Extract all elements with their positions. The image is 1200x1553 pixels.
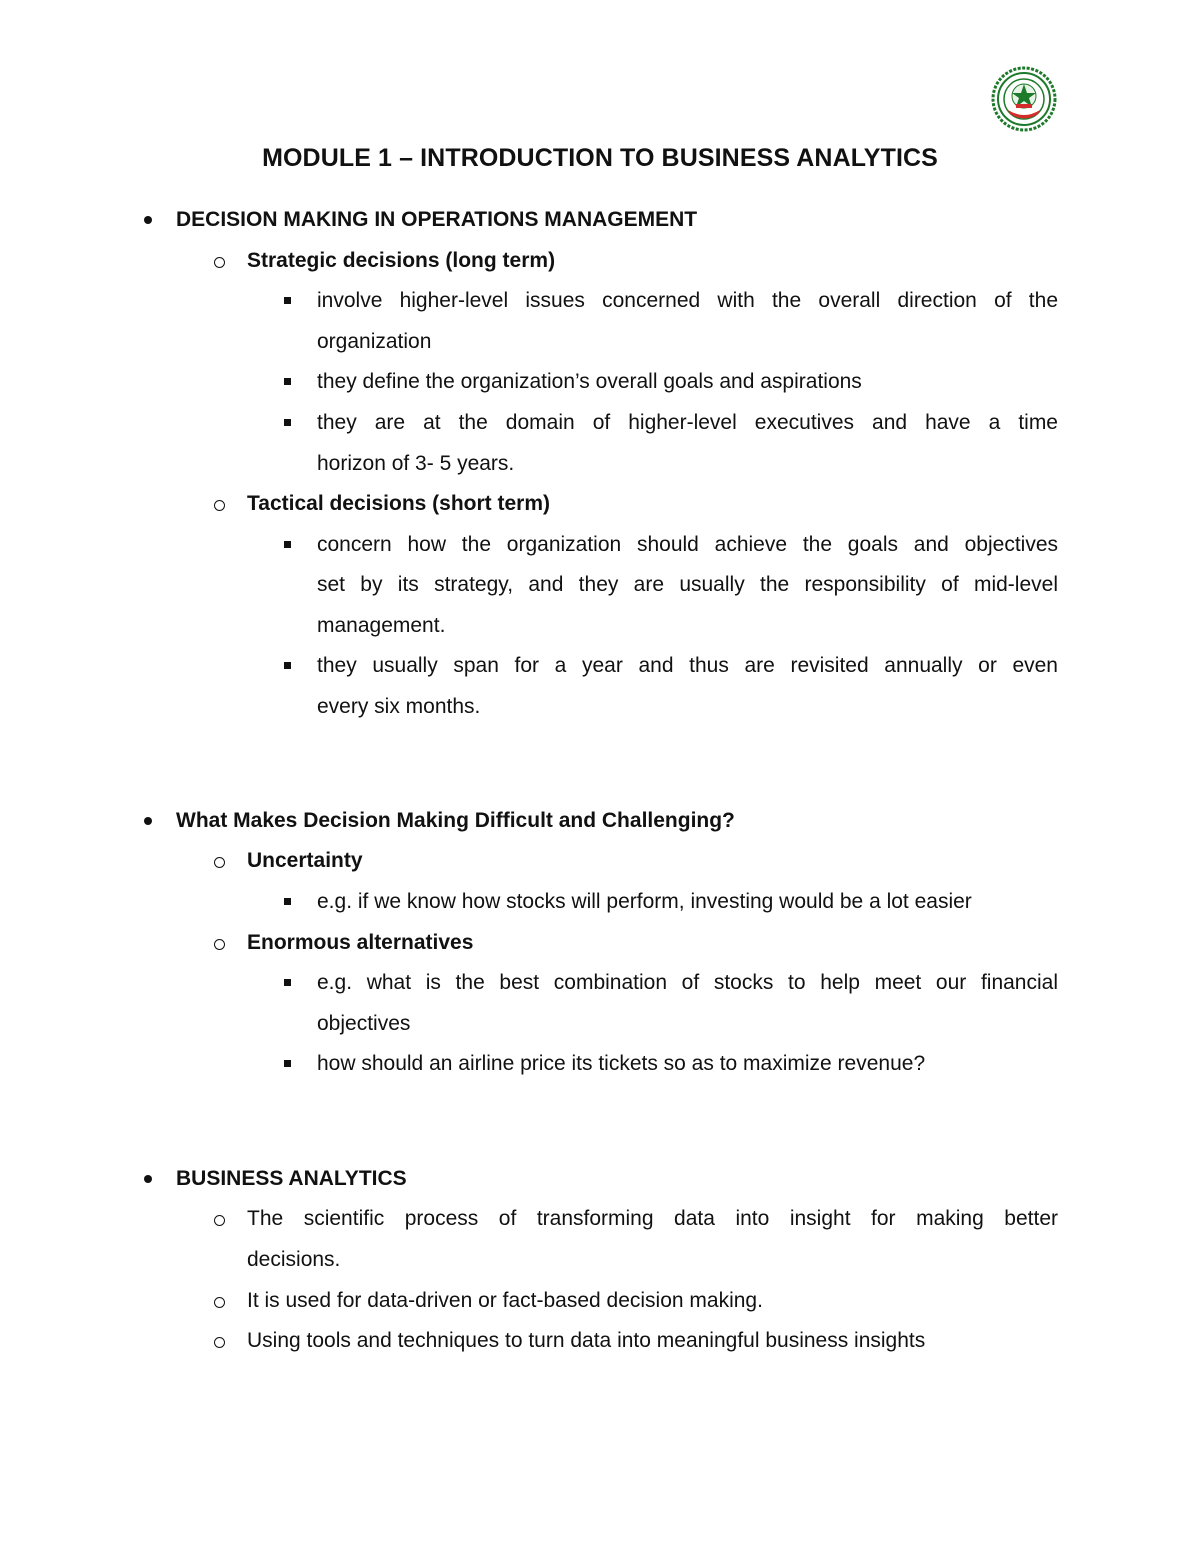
subsection-label: Enormous alternatives xyxy=(247,931,474,954)
bullet-square-icon xyxy=(284,297,291,304)
bullet-square-icon xyxy=(284,541,291,548)
bullet-disc-icon xyxy=(144,1175,152,1183)
section-heading: DECISION MAKING IN OPERATIONS MANAGEMENT xyxy=(176,208,698,231)
list-item-line: they are at the domain of higher-level executives and have a time xyxy=(317,411,1058,434)
section-heading: BUSINESS ANALYTICS xyxy=(176,1167,407,1190)
bullet-square-icon xyxy=(284,419,291,426)
subsection-label: Strategic decisions (long term) xyxy=(247,249,556,272)
subsection-label: Tactical decisions (short term) xyxy=(247,492,551,515)
bullet-square-icon xyxy=(284,1060,291,1067)
school-seal-logo xyxy=(986,66,1062,132)
bullet-circle-icon xyxy=(214,857,225,868)
list-item-line: The scientific process of transforming data into insight for making better xyxy=(247,1207,1058,1230)
list-item-line: they define the organization’s overall goals and aspirations xyxy=(317,370,862,393)
list-item-line: management. xyxy=(317,614,446,637)
list-item-line: how should an airline price its tickets so as to maximize revenue? xyxy=(317,1052,926,1075)
bullet-circle-icon xyxy=(214,257,225,268)
bullet-square-icon xyxy=(284,898,291,905)
bullet-circle-icon xyxy=(214,1215,225,1226)
bullet-square-icon xyxy=(284,979,291,986)
subsection-label: Uncertainty xyxy=(247,849,363,872)
bullet-square-icon xyxy=(284,378,291,385)
list-item-line: decisions. xyxy=(247,1248,341,1271)
bullet-square-icon xyxy=(284,662,291,669)
list-item-line: objectives xyxy=(317,1012,411,1035)
list-item-line: involve higher-level issues concerned with the overall direction of the xyxy=(317,289,1058,312)
list-item-line: Using tools and techniques to turn data into meaningful business insights xyxy=(247,1329,926,1352)
page-title: MODULE 1 – INTRODUCTION TO BUSINESS ANALYTICS xyxy=(262,144,938,172)
section-heading: What Makes Decision Making Difficult and Challenging? xyxy=(176,809,735,832)
list-item-line: every six months. xyxy=(317,695,481,718)
list-item-line: set by its strategy, and they are usually the responsibility of mid-level xyxy=(317,573,1058,596)
bullet-circle-icon xyxy=(214,1297,225,1308)
list-item-line: It is used for data-driven or fact-based decision making. xyxy=(247,1289,763,1312)
list-item-line: they usually span for a year and thus are revisited annually or even xyxy=(317,654,1058,677)
list-item-line: e.g. if we know how stocks will perform, investing would be a lot easier xyxy=(317,890,972,913)
list-item-line: organization xyxy=(317,330,432,353)
bullet-disc-icon xyxy=(144,817,152,825)
list-item-line: horizon of 3- 5 years. xyxy=(317,452,515,475)
bullet-circle-icon xyxy=(214,939,225,950)
bullet-circle-icon xyxy=(214,500,225,511)
list-item-line: e.g. what is the best combination of stocks to help meet our financial xyxy=(317,971,1058,994)
bullet-disc-icon xyxy=(144,216,152,224)
bullet-circle-icon xyxy=(214,1337,225,1348)
list-item-line: concern how the organization should achieve the goals and objectives xyxy=(317,533,1058,556)
